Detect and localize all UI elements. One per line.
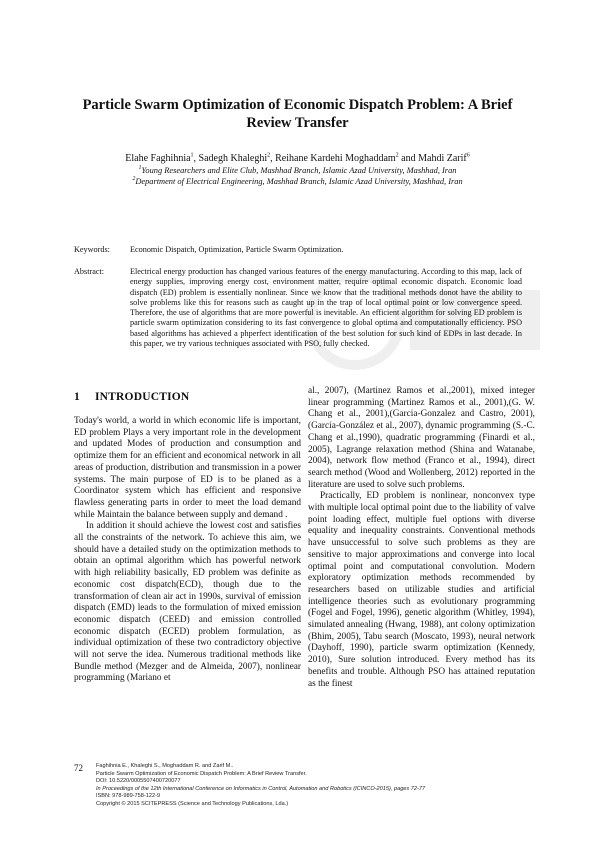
abstract-text: Electrical energy production has changed various features of the energy manufacturing. According to this map, lack of energy supplies, improving energy cost, environment matter, require optimal economic dispatch. Economic load dispatch (ED) problem is essentially nonlinear. Since we know that the traditional methods donot have the ability to solve problems like this for reasons such as caught up in the trap of local optimal point or low convergence speed. Therefore, the use of algorithms that are more powerful is inevitable. An efficient algorithm for solving ED problem is particle swarm optimization considering to its fast convergence to global optima and computationally efficiency. PSO based algorithms has achieved a phperfect identification of the best solution for such kind of EDPs in last decade. In this paper, we try various techniques associated with PSO, fully checked.	[130, 267, 522, 349]
footer-line: ISBN: 978-989-758-122-9	[96, 793, 161, 800]
affiliation-1	[60, 166, 535, 176]
paper-title	[60, 96, 535, 132]
paragraph: In addition it should achieve the lowest cost and satisfies all the constraints of the network. To achieve this aim, we should have a detailed study on the optimization methods to obtain an optimal algorithm which has powerful network with high reliability basically, ED problem was definite as economic cost dispatch(ECD), though due to the transformation of clean air act in 1990s, survival of emission dispatch (EMD) leads to the formulation of mixed emission economic dispatch (CEED) and emission controlled economic dispatch (ECED) problem formulation, as individual optimization of these two contradictory objective will not serve the idea. Numerous traditional methods like Bundle method (Mezger and de Almeida, 2007), nonlinear programming (Mariano et	[74, 521, 301, 684]
paragraph: Today's world, a world in which economic life is important, ED problem Plays a very important role in the development and updated Modes of production and consumption and optimize them for an efficient and economical network in all areas of production, distribution and transmission in a power systems. The main purpose of ED is to be planed as a Coordinator system which has efficient and responsive flawless generating parts in order to meet the load demand while Maintain the balance between supply and demand .	[74, 416, 301, 520]
title-line-2: Review Transfer	[246, 115, 349, 131]
footer-line: Faghihnia E., Khaleghi S., Moghaddam R. and Zarif M..	[96, 763, 234, 769]
author-name: Elahe Faghihnia	[125, 153, 191, 164]
author-name: Mahdi Zarif	[418, 153, 467, 164]
affiliation-text: Young Researchers and Elite Club, Mashhad Branch, Islamic Azad University, Mashhad, Iran	[141, 166, 457, 175]
keywords-text: Economic Dispatch, Optimization, Particle Swarm Optimization.	[130, 245, 344, 254]
citation-footer	[96, 763, 526, 809]
footer-line: Particle Swarm Optimization of Economic Dispatch Problem: A Brief Review Transfer.	[96, 770, 307, 777]
affiliation-sup: 1	[138, 165, 142, 172]
section-heading: INTRODUCTION	[95, 391, 190, 403]
author-affil-sup: 2	[267, 152, 271, 159]
right-column	[308, 386, 535, 690]
affiliation-text: Department of Electrical Engineering, Mashhad Branch, Islamic Azad University, Mashhad, Iran	[135, 177, 463, 186]
author-name: Reihane Kardehi Moghaddam	[275, 153, 396, 164]
abstract-label: Abstract:	[74, 267, 105, 276]
section-number: 1	[74, 391, 80, 403]
left-column	[74, 416, 301, 685]
footer-line: Copyright © 2015 SCITEPRESS (Science and Technology Publications, Lda.)	[96, 800, 289, 807]
author-affil-sup: 2	[395, 152, 399, 159]
affiliation-2	[60, 177, 535, 187]
footer-line: In Proceedings of the 12th International Conference on Informatics in Control, Automation and Robotics (ICINCO-2015), pages 72-77	[96, 785, 426, 792]
author-affil-sup: 1	[190, 152, 194, 159]
keywords-label: Keywords:	[74, 245, 110, 254]
author-affil-sup: 6	[466, 152, 470, 159]
paragraph: al., 2007), (Martinez Ramos et al.,2001), mixed integer linear programming (Martinez Ramos et al., 2001),(G. W. Chang et al., 2001),(Garcia-Gonzalez and Castro, 2001), (García-González et al., 2007), dynamic programming (S.-C. Chang et al.,1990), quadratic programming (Finardi et al., 2005), Lagrange relaxation method (Shina and Watanabe, 2004), network flow method (Franco et al., 1994), direct search method (Wood and Wollenberg, 2012) reported in the literature are used to solve such problems.	[308, 386, 535, 490]
page-number: 72	[74, 763, 83, 773]
paragraph: Practically, ED problem is nonlinear, nonconvex type with multiple local optimal point due to the liability of valve point loading effect, multiple fuel options with diverse equality and inequality constraints. Conventional methods have unsuccessful to solve such problems as they are sensitive to major approximations and converge into local optimal point and computational convolution. Modern exploratory optimization methods recommended by researchers based on utilizable studies and artificial intelligence theories such as evolutionary programming (Fogel and Fogel, 1996), genetic algorithm (Whitley, 1994), simulated annealing (Hwang, 1988), ant colony optimization (Bhim, 2005), Tabu search (Moscato, 1993), neural network (Dayhoff, 1990), particle swarm optimization (Kennedy, 2010), Sure solution introduced. Every method has its benefits and trouble. Although PSO has attained reputation as the finest	[308, 491, 535, 689]
footer-line: DOI: 10.5220/0005507400720077	[96, 778, 181, 785]
author-list: Elahe Faghihnia$^1$, Sadegh Khaleghi$^2$, Reihane Kardehi Moghaddam$^2$ and Mahdi Zarif$^6$	[125, 152, 470, 164]
title-line-1: Particle Swarm Optimization of Economic Dispatch Problem: A Brief	[82, 97, 513, 113]
author-name: Sadegh Khaleghi	[198, 153, 268, 164]
affiliation-sup: 2	[132, 176, 136, 183]
